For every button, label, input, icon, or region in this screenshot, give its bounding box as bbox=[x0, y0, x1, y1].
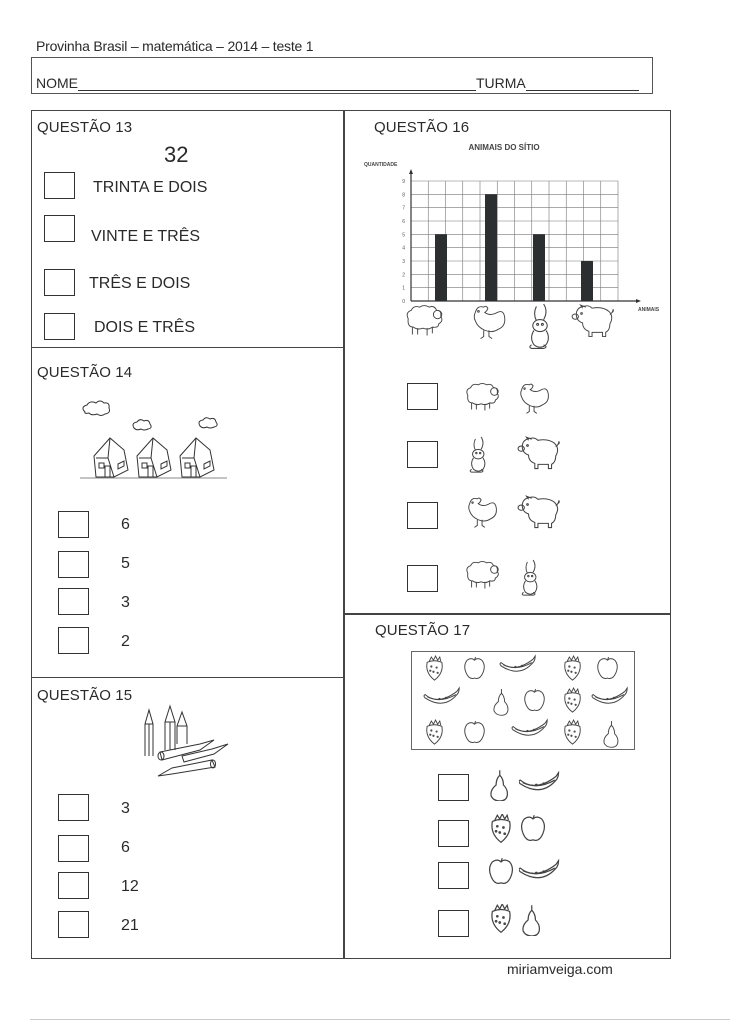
page-edge-line bbox=[30, 1019, 730, 1020]
y-axis-label: QUANTIDADE bbox=[364, 162, 398, 168]
q16-option-2-animals bbox=[464, 436, 562, 476]
strawberry-icon bbox=[565, 720, 580, 744]
pig-icon bbox=[572, 305, 613, 337]
svg-text:7: 7 bbox=[402, 205, 405, 212]
q14-option-4-label: 2 bbox=[121, 633, 130, 650]
svg-text:5: 5 bbox=[402, 232, 405, 239]
question-15-title: QUESTÃO 15 bbox=[37, 687, 133, 704]
q17-option-2-checkbox[interactable] bbox=[438, 820, 469, 847]
q17-option-3-fruits bbox=[487, 857, 561, 889]
bar-sheep bbox=[435, 234, 447, 301]
banana-icon bbox=[519, 857, 561, 889]
q15-option-1-checkbox[interactable] bbox=[58, 794, 89, 821]
strawberry-icon bbox=[565, 688, 580, 712]
svg-text:4: 4 bbox=[402, 245, 405, 252]
class-label: TURMA bbox=[476, 75, 526, 91]
name-label: NOME bbox=[36, 75, 78, 91]
apple-icon bbox=[598, 657, 618, 678]
q13-option-4-label: DOIS E TRÊS bbox=[94, 319, 196, 336]
q17-option-2-fruits bbox=[487, 814, 547, 846]
q13-option-2-label: VINTE E TRÊS bbox=[91, 228, 201, 245]
q15-option-4-checkbox[interactable] bbox=[58, 911, 89, 938]
name-field[interactable] bbox=[78, 77, 476, 91]
question-16-title: QUESTÃO 16 bbox=[374, 119, 470, 136]
svg-text:0: 0 bbox=[402, 299, 405, 305]
question-14-title: QUESTÃO 14 bbox=[37, 364, 133, 381]
sheep-icon bbox=[464, 381, 502, 421]
svg-text:9: 9 bbox=[402, 179, 405, 185]
q14-option-4-checkbox[interactable] bbox=[58, 627, 89, 654]
q14-option-2-label: 5 bbox=[121, 555, 130, 572]
q14-option-1-checkbox[interactable] bbox=[58, 511, 89, 538]
q16-option-1-animals bbox=[464, 381, 554, 421]
q13-option-1-label: TRINTA E DOIS bbox=[93, 179, 208, 196]
student-info-row bbox=[36, 75, 639, 91]
question-17-panel bbox=[343, 613, 671, 959]
svg-text:3: 3 bbox=[402, 259, 405, 265]
q15-option-4-label: 21 bbox=[121, 917, 139, 934]
q15-option-2-checkbox[interactable] bbox=[58, 835, 89, 862]
sheep-icon bbox=[407, 306, 442, 336]
apple-icon bbox=[525, 689, 545, 710]
question-13-number: 32 bbox=[164, 142, 189, 167]
strawberry-icon bbox=[427, 720, 442, 744]
rabbit-icon bbox=[464, 436, 502, 476]
rabbit-icon bbox=[516, 559, 554, 599]
q14-option-2-checkbox[interactable] bbox=[58, 551, 89, 578]
houses-illustration bbox=[72, 396, 242, 486]
q13-option-2-checkbox[interactable] bbox=[44, 215, 75, 242]
q16-option-1-checkbox[interactable] bbox=[407, 383, 438, 410]
banana-icon bbox=[592, 688, 627, 703]
bar-hen bbox=[485, 194, 497, 301]
rabbit-icon bbox=[530, 304, 549, 348]
bar-pig bbox=[581, 261, 593, 301]
footer-site: miriamveiga.com bbox=[507, 961, 613, 977]
svg-text:8: 8 bbox=[402, 192, 405, 199]
q14-option-1-label: 6 bbox=[121, 516, 130, 533]
pear-icon bbox=[494, 689, 508, 715]
class-field[interactable] bbox=[526, 77, 639, 91]
worksheet-title: Provinha Brasil – matemática – 2014 – teste 1 bbox=[36, 38, 314, 54]
q15-option-3-label: 12 bbox=[121, 878, 139, 895]
svg-text:2: 2 bbox=[402, 272, 405, 279]
q14-option-3-label: 3 bbox=[121, 594, 130, 611]
bar-rabbit bbox=[533, 234, 545, 301]
q15-option-2-label: 6 bbox=[121, 839, 130, 856]
question-13-title: QUESTÃO 13 bbox=[37, 119, 133, 136]
pig-icon bbox=[516, 495, 562, 535]
apple-icon bbox=[519, 814, 547, 846]
question-14-panel bbox=[31, 347, 345, 678]
banana-icon bbox=[500, 656, 535, 671]
animal-bar-chart bbox=[364, 141, 664, 371]
q15-option-1-label: 3 bbox=[121, 800, 130, 817]
banana-icon bbox=[512, 720, 547, 735]
q13-option-3-checkbox[interactable] bbox=[44, 269, 75, 296]
hen-icon bbox=[464, 495, 502, 535]
svg-text:6: 6 bbox=[402, 219, 405, 225]
question-16-panel bbox=[343, 110, 671, 615]
pear-icon bbox=[604, 721, 618, 747]
chart-title: ANIMAIS DO SÍTIO bbox=[468, 143, 540, 152]
q13-option-1-checkbox[interactable] bbox=[44, 172, 75, 199]
pear-icon bbox=[519, 904, 547, 936]
q13-option-3-label: TRÊS E DOIS bbox=[89, 275, 191, 292]
apple-icon bbox=[465, 721, 485, 742]
x-axis-label: ANIMAIS bbox=[638, 307, 660, 313]
q17-option-1-fruits bbox=[487, 769, 561, 801]
q16-option-2-checkbox[interactable] bbox=[407, 441, 438, 468]
q17-option-4-fruits bbox=[487, 904, 547, 936]
pear-icon bbox=[487, 769, 515, 801]
strawberry-icon bbox=[565, 656, 580, 680]
banana-icon bbox=[424, 688, 459, 703]
apple-icon bbox=[465, 657, 485, 678]
q17-option-1-checkbox[interactable] bbox=[438, 774, 469, 801]
q17-option-3-checkbox[interactable] bbox=[438, 862, 469, 889]
question-13-panel bbox=[31, 110, 345, 348]
sheep-icon bbox=[464, 559, 502, 599]
pencils-illustration bbox=[142, 704, 232, 779]
question-17-title: QUESTÃO 17 bbox=[375, 622, 471, 639]
fruit-set-box bbox=[411, 651, 635, 750]
banana-icon bbox=[519, 769, 561, 801]
q13-option-4-checkbox[interactable] bbox=[44, 313, 75, 340]
svg-text:1: 1 bbox=[402, 285, 405, 292]
strawberry-icon bbox=[427, 656, 442, 680]
pig-icon bbox=[516, 436, 562, 476]
apple-icon bbox=[487, 857, 515, 889]
q14-option-3-checkbox[interactable] bbox=[58, 588, 89, 615]
q16-option-4-checkbox[interactable] bbox=[407, 565, 438, 592]
q16-option-3-animals bbox=[464, 495, 562, 535]
q17-option-4-checkbox[interactable] bbox=[438, 910, 469, 937]
hen-icon bbox=[516, 381, 554, 421]
strawberry-icon bbox=[487, 814, 515, 846]
q16-option-3-checkbox[interactable] bbox=[407, 502, 438, 529]
hen-icon bbox=[474, 306, 505, 338]
strawberry-icon bbox=[487, 904, 515, 936]
q16-option-4-animals bbox=[464, 559, 554, 599]
q15-option-3-checkbox[interactable] bbox=[58, 872, 89, 899]
question-15-panel bbox=[31, 677, 345, 959]
